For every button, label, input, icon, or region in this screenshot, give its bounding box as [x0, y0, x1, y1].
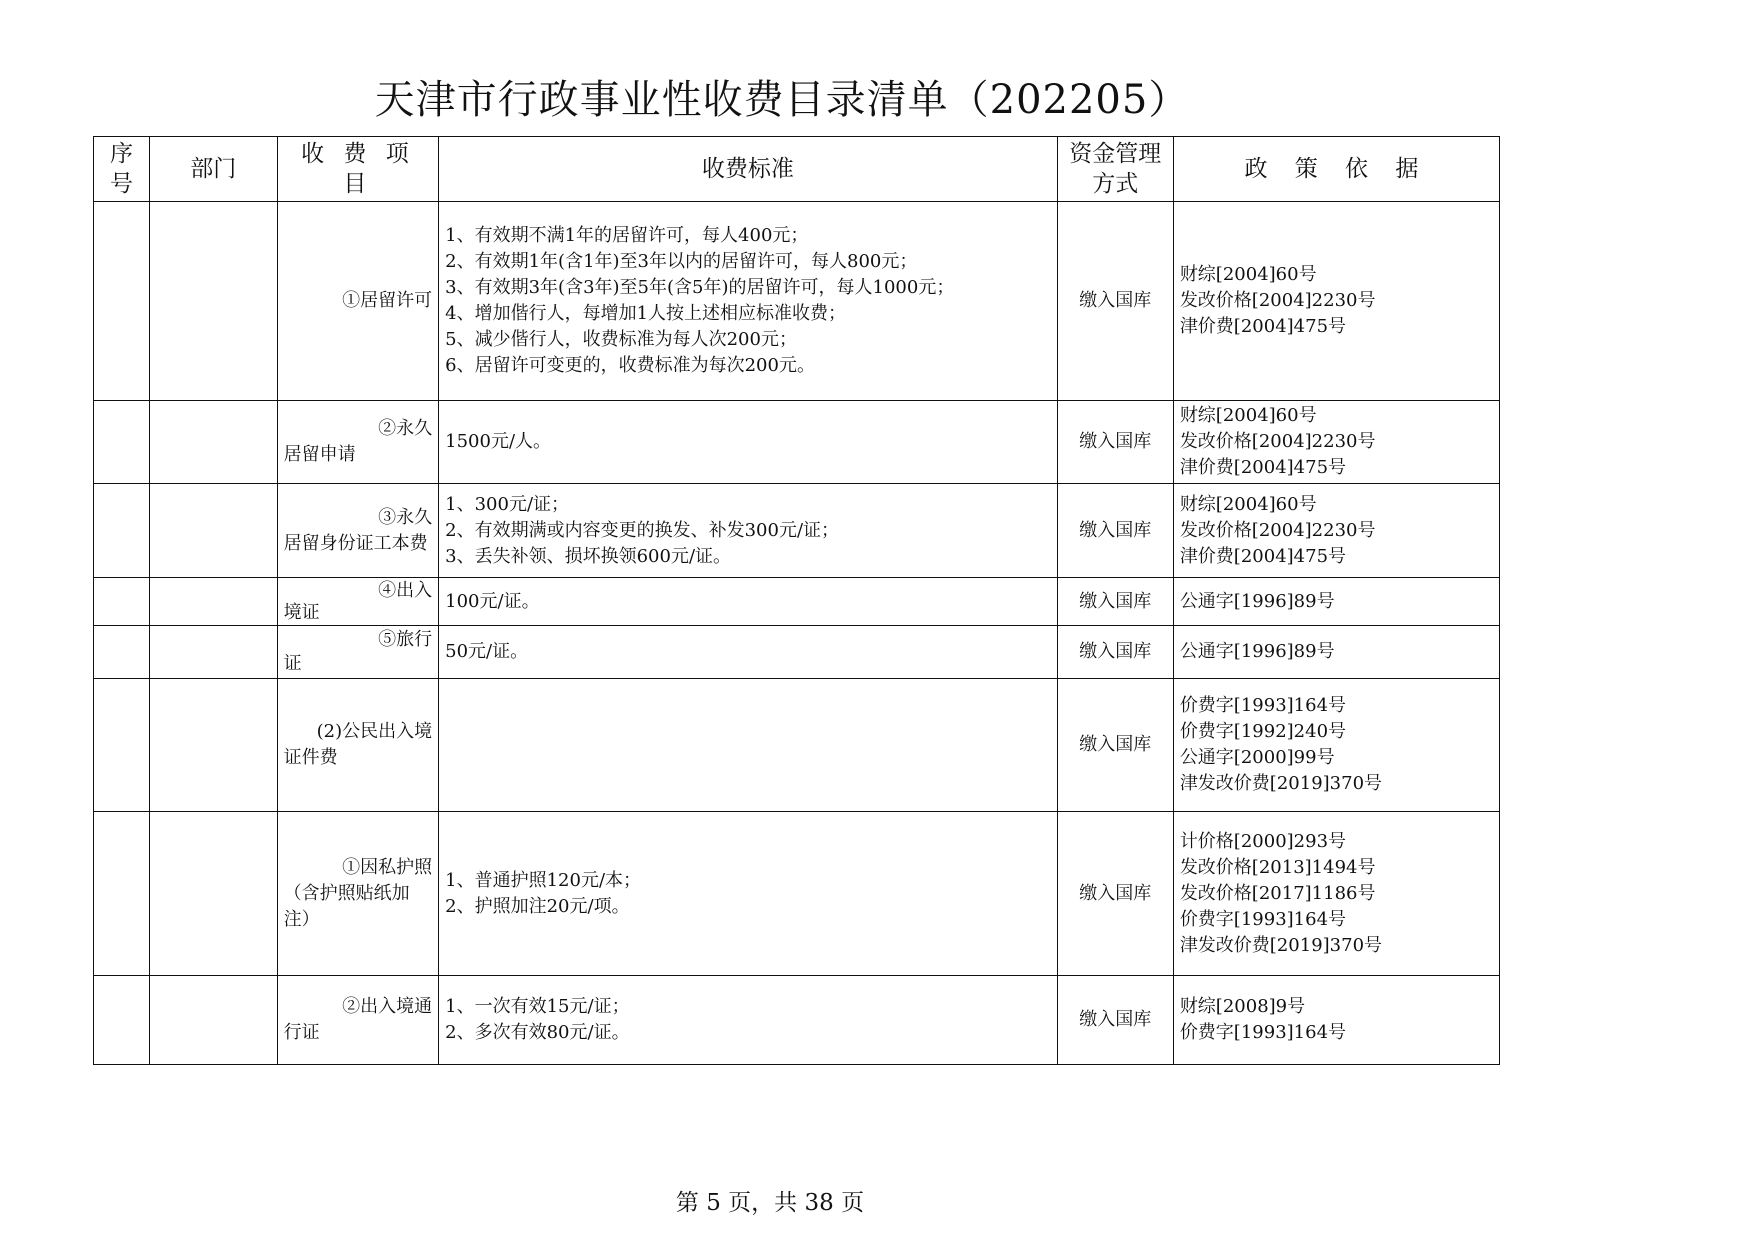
- table-row: [94, 812, 1500, 976]
- row-standard: 1、有效期不满1年的居留许可，每人400元； 2、有效期1年(含1年)至3年以内的居留许可，每人800元； 3、有效期3年(含3年)至5年(含5年)的居留许可，每人1000元； 4、增加偕行人，每增加1人按上述相应标准收费； 5、减少偕行人，收费标准为每人次200元； 6、居留许可变更的，收费标准为每次200元。: [439, 202, 1058, 401]
- row-fund: 缴入国库: [1057, 484, 1173, 578]
- row-no: [94, 401, 150, 484]
- table-row: [94, 202, 1500, 401]
- table-row: [94, 679, 1500, 812]
- page-number: 第 5 页，共 38 页: [675, 1190, 865, 1216]
- row-item: [277, 626, 439, 679]
- row-dept: [149, 484, 277, 578]
- row-basis: 财综[2004]60号 发改价格[2004]2230号 津价费[2004]475号: [1173, 202, 1499, 401]
- table-header-row: [94, 137, 1500, 202]
- row-dept: [149, 812, 277, 976]
- row-no: [94, 976, 150, 1065]
- header-item: 收 费 项 目: [277, 137, 439, 202]
- row-no: [94, 679, 150, 812]
- row-item-cont: （含护照贴纸加注）: [283, 882, 410, 930]
- row-item-title: ①因私护照: [342, 856, 433, 878]
- table-row: [94, 626, 1500, 679]
- header-standard: 收费标准: [439, 137, 1058, 202]
- table-row: [94, 401, 1500, 484]
- row-no: [94, 812, 150, 976]
- row-item-title: ①居留许可: [342, 290, 433, 311]
- header-basis: 政 策 依 据: [1173, 137, 1499, 202]
- row-standard: 1、普通护照120元/本； 2、护照加注20元/项。: [439, 812, 1058, 976]
- row-item-cont: 境证: [283, 601, 320, 623]
- row-fund: 缴入国库: [1057, 812, 1173, 976]
- row-basis: 财综[2004]60号 发改价格[2004]2230号 津价费[2004]475号: [1173, 484, 1499, 578]
- row-item-title: ③永久: [378, 506, 433, 528]
- row-item: [277, 679, 439, 812]
- row-fund: 缴入国库: [1057, 401, 1173, 484]
- row-standard: 1、一次有效15元/证； 2、多次有效80元/证。: [439, 976, 1058, 1065]
- row-no: [94, 202, 150, 401]
- row-item-title: (2)公民出入境: [316, 721, 433, 742]
- row-standard: 1500元/人。: [439, 401, 1058, 484]
- row-item: [277, 401, 439, 484]
- row-standard: 100元/证。: [439, 578, 1058, 626]
- row-basis: 计价格[2000]293号 发改价格[2013]1494号 发改价格[2017]1186号 价费字[1993]164号 津发改价费[2019]370号: [1173, 812, 1499, 976]
- row-item: [277, 202, 439, 401]
- row-standard: 1、300元/证； 2、有效期满或内容变更的换发、补发300元/证； 3、丢失补领、损坏换领600元/证。: [439, 484, 1058, 578]
- row-dept: [149, 578, 277, 626]
- row-item-cont: 居留身份证工本费: [283, 532, 428, 554]
- header-fund: 资金管理方式: [1057, 137, 1173, 202]
- row-item-cont: 证: [283, 653, 302, 674]
- row-fund: 缴入国库: [1057, 202, 1173, 401]
- row-fund: 缴入国库: [1057, 679, 1173, 812]
- row-fund: 缴入国库: [1057, 626, 1173, 679]
- document-title: [0, 68, 1754, 125]
- row-item: [277, 812, 439, 976]
- row-item: [277, 976, 439, 1065]
- header-dept: 部门: [149, 137, 277, 202]
- table-row: [94, 578, 1500, 626]
- document-title-text: 天津市行政事业性收费目录清单（202205）: [374, 77, 1190, 123]
- row-dept: [149, 976, 277, 1065]
- row-item: [277, 578, 439, 626]
- row-standard: 50元/证。: [439, 626, 1058, 679]
- row-basis: 财综[2008]9号 价费字[1993]164号: [1173, 976, 1499, 1065]
- row-basis: 财综[2004]60号 发改价格[2004]2230号 津价费[2004]475号: [1173, 401, 1499, 484]
- row-basis: 公通字[1996]89号: [1173, 578, 1499, 626]
- row-fund: 缴入国库: [1057, 578, 1173, 626]
- row-fund: 缴入国库: [1057, 976, 1173, 1065]
- header-no: 序号: [94, 137, 150, 202]
- row-dept: [149, 401, 277, 484]
- row-dept: [149, 202, 277, 401]
- row-no: [94, 626, 150, 679]
- page-footer: [0, 1184, 1754, 1217]
- row-item-title: ②永久: [378, 418, 433, 439]
- row-dept: [149, 626, 277, 679]
- row-item-title: ②出入境通: [342, 996, 433, 1017]
- row-standard: [439, 679, 1058, 812]
- row-item-title: ⑤旅行: [378, 629, 433, 650]
- row-item-cont: 证件费: [283, 747, 338, 768]
- row-item-title: ④出入: [378, 579, 433, 601]
- row-item-cont: 行证: [283, 1022, 320, 1043]
- row-no: [94, 578, 150, 626]
- table-row: [94, 484, 1500, 578]
- row-item: [277, 484, 439, 578]
- row-no: [94, 484, 150, 578]
- row-item-cont: 居留申请: [283, 444, 356, 465]
- row-basis: 价费字[1993]164号 价费字[1992]240号 公通字[2000]99号 津发改价费[2019]370号: [1173, 679, 1499, 812]
- row-dept: [149, 679, 277, 812]
- fee-catalog-table: [93, 136, 1500, 1065]
- table-row: [94, 976, 1500, 1065]
- row-basis: 公通字[1996]89号: [1173, 626, 1499, 679]
